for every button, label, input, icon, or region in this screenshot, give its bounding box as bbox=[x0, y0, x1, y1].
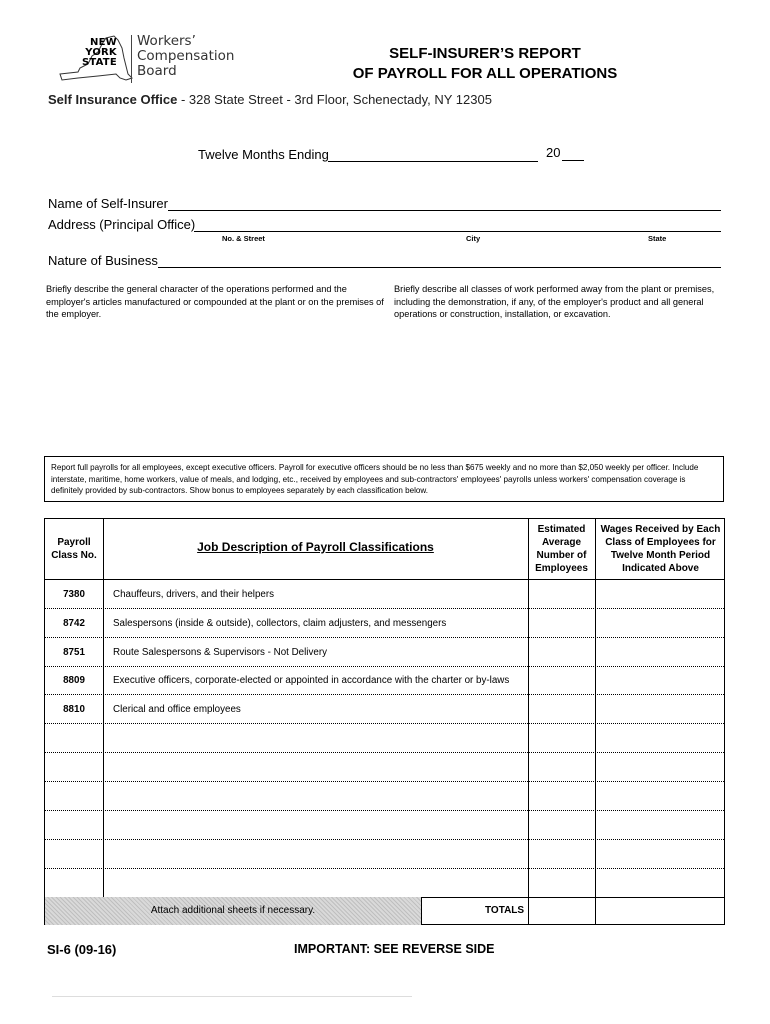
job-description: Clerical and office employees bbox=[113, 704, 241, 715]
employees-cell-7380[interactable] bbox=[529, 580, 595, 608]
class-code: 8742 bbox=[63, 618, 85, 629]
employees-cell-8809[interactable] bbox=[529, 667, 595, 694]
job-description: Route Salespersons & Supervisors - Not Delivery bbox=[113, 647, 327, 658]
employees-cell-8751[interactable] bbox=[529, 638, 595, 666]
period-year-prefix: 20 bbox=[546, 145, 561, 160]
logo-divider bbox=[131, 35, 132, 83]
form-title-line1: SELF-INSURER’S REPORT bbox=[389, 45, 581, 62]
wages-cell-7380[interactable] bbox=[596, 580, 724, 608]
logo-state-text: NEW YORK STATE bbox=[82, 37, 117, 68]
nature-of-business-label: Nature of Business bbox=[48, 253, 158, 268]
address-label: Address (Principal Office) bbox=[48, 217, 196, 232]
payroll-classification-table bbox=[44, 518, 725, 925]
form-title-line2: OF PAYROLL FOR ALL OPERATIONS bbox=[352, 65, 618, 82]
office-address: Self Insurance Office - 328 State Street - 3rd Floor, Schenectady, NY 12305 bbox=[48, 92, 492, 107]
period-end-field[interactable] bbox=[328, 161, 538, 162]
payroll-reporting-note: Report full payrolls for all employees, except executive officers. Payroll for executive officers should be no less than $675 weekly and no more than $2,050 weekly per officer. Include interstate, maritime, home workers, value of meals, and lodging, etc., received by employees and sub-contractors' employees' payrolls unless workers' compensation coverage is definitely provided by sub-contractors. Show bonus to employees separately by each classification below. bbox=[44, 456, 724, 502]
state-sublabel: State bbox=[648, 234, 667, 243]
employees-cell-8742[interactable] bbox=[529, 609, 595, 637]
self-insurer-name-label: Name of Self-Insurer bbox=[48, 196, 168, 211]
header-class-no: Payroll Class No. bbox=[51, 537, 97, 561]
total-employees-cell[interactable] bbox=[529, 898, 595, 925]
header-wages: Wages Received by Each Class of Employees for Twelve Month Period Indicated Above bbox=[600, 524, 721, 574]
header-job-description: Job Description of Payroll Classifications bbox=[197, 540, 434, 554]
nature-of-business-field[interactable] bbox=[158, 267, 721, 268]
job-description: Executive officers, corporate-elected or appointed in accordance with the charter or by-laws bbox=[113, 675, 510, 686]
period-year-field[interactable] bbox=[562, 160, 584, 161]
address-field[interactable] bbox=[194, 231, 721, 232]
away-operations-instructions: Briefly describe all classes of work performed away from the plant or premises, including the demonstration, if any, of the employer's product and all general operations or construction, installation, or excavation. bbox=[394, 284, 715, 319]
street-sublabel: No. & Street bbox=[222, 234, 265, 243]
attach-sheets-note: Attach additional sheets if necessary. bbox=[150, 905, 316, 916]
wages-cell-8742[interactable] bbox=[596, 609, 724, 637]
period-label: Twelve Months Ending bbox=[198, 147, 329, 162]
wages-cell-8751[interactable] bbox=[596, 638, 724, 666]
job-description: Salespersons (inside & outside), collectors, claim adjusters, and messengers bbox=[113, 618, 447, 629]
wages-cell-8809[interactable] bbox=[596, 667, 724, 694]
class-code: 8809 bbox=[63, 675, 85, 686]
class-code: 7380 bbox=[63, 589, 85, 600]
important-notice: IMPORTANT: SEE REVERSE SIDE bbox=[294, 942, 495, 956]
employees-cell-8810[interactable] bbox=[529, 695, 595, 723]
footer-divider bbox=[52, 996, 412, 997]
wages-cell-8810[interactable] bbox=[596, 695, 724, 723]
class-code: 8810 bbox=[63, 704, 85, 715]
self-insurer-name-field[interactable] bbox=[168, 210, 721, 211]
city-sublabel: City bbox=[466, 234, 481, 243]
total-wages-cell[interactable] bbox=[596, 898, 724, 925]
class-code: 8751 bbox=[63, 647, 85, 658]
form-id: SI-6 (09-16) bbox=[47, 942, 117, 957]
job-description: Chauffeurs, drivers, and their helpers bbox=[113, 589, 275, 600]
plant-operations-instructions: Briefly describe the general character of the operations performed and the employer's articles manufactured or compounded at the plant or on the premises of the employer. bbox=[46, 284, 384, 319]
logo-agency-name: Workers’ Compensation Board bbox=[137, 33, 235, 79]
totals-label: TOTALS bbox=[485, 905, 525, 916]
header-employees: Estimated Average Number of Employees bbox=[535, 524, 588, 574]
